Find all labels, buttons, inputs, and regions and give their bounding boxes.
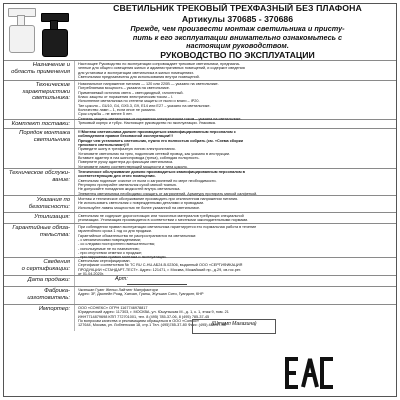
row-label [4, 196, 74, 212]
row-text-line: Потребляемая мощность – указана на светильнике. [78, 86, 170, 91]
row-text-line: - со следами постороннего вмешательства; [78, 242, 155, 247]
row-label-line: безопасности: [28, 203, 70, 210]
row-text-line: !!!Монтаж светильника должен производиться квалифицированным персоналом с [78, 130, 236, 134]
stamp-label: (Штамп Магазина) [211, 321, 257, 327]
row-text-line: Элементы светильника необходимо очищать от загрязнений. Арматуру протирать мягкой салфеткой. [78, 191, 258, 196]
row-label-line: светильника: [32, 95, 70, 102]
row-text-line: - с механическими повреждениями; [78, 238, 141, 243]
sale-date-line [127, 284, 187, 285]
row-text-line: Приведите шину в трехфазную линию электропитания. [78, 147, 176, 152]
row-label-line: Фабрика-изготовитель: [27, 288, 70, 301]
row-label [4, 129, 74, 168]
row-label-line: Назначение и [32, 62, 70, 68]
row-text-line: Светильник подлежит очистке от пыли и загрязнений по мере необходимости. [78, 178, 217, 183]
row-label-line: Сведения [43, 259, 70, 265]
row-text-line: Юридический адрес: 117303, г. МОСКВА, ул. Юшуньская М., д. 1, к. 1, этаж 9, пом. 21 [78, 310, 229, 315]
black-lamp-image [38, 13, 70, 59]
row-text-line: Настоящее Руководство по эксплуатации сопровождает трековые светильники, предназна- [78, 62, 240, 66]
row-text-line: Чжэншан Гуанг Женьи Лайтинг Мануфактори [78, 288, 158, 292]
article-numbers: Артикулы 370685 - 370686 [181, 14, 294, 24]
row-label [4, 287, 74, 304]
white-lamp-image [6, 8, 38, 58]
row-text-line: Номинальное напряжение питания — 120 или 220В — указано на светильнике. [78, 82, 219, 86]
row-text-line: трекового светильника»)!!! [78, 143, 130, 148]
info-row [4, 275, 396, 286]
row-label-line: светильника [33, 136, 70, 143]
row-text-line: По вопросам качества и рекламациям обращаться в ООО «Сонекс» [78, 319, 200, 324]
row-label [4, 169, 74, 195]
row-text-line: для установки и эксплуатации светильника в жилых помещениях. [78, 70, 195, 75]
row-label-line: Гарантийные обяза- [12, 225, 70, 231]
row-text-line: ООО «СОНЕКС» ОГРН 1167746978817 [78, 306, 148, 310]
row-value [74, 81, 396, 119]
info-row [4, 128, 396, 168]
row-label-line: Дата продажи: [27, 277, 70, 283]
row-label [4, 305, 74, 331]
row-label [4, 276, 74, 286]
row-text-line: Светильник сертифицирован. [78, 259, 131, 263]
row-label [4, 120, 74, 128]
row-text-line: Прежде чем установить светильник, нужно его полностью собрать (см. «Схема сборки [78, 138, 243, 143]
row-text-line: Используйте лампы мощностью не более указанной на светильнике. [78, 205, 201, 210]
row-text-line: Сертификат соответствия № ТС RU C-HU.АБ24.В.02306, выданный ООО «СЕРТИФИКАЦИЯ [78, 263, 243, 268]
row-text-line: Светильники предназначены для использования внутри помещений. [78, 75, 200, 80]
row-label-line: тельства: [39, 231, 70, 238]
row-value [74, 120, 396, 128]
row-value [74, 276, 396, 286]
row-label-line: о сертификации: [21, 265, 70, 272]
row-text-line: Адрес: 3F, Даонейн Роад, Ханзан, Гуанш, Жуншан Сити, Гуандонг, КНР [78, 292, 204, 297]
row-label-line: Порядок монтажа [19, 130, 70, 136]
content-rows [4, 60, 396, 331]
info-row [4, 257, 396, 275]
row-value [74, 169, 396, 195]
row-value [74, 61, 396, 80]
row-value [74, 129, 396, 168]
row-text-line: соблюдением правил безопасной эксплуатации!!! [78, 134, 173, 139]
row-text-line: ченные для общего освещения жилых и административных помещений, и содержит сведения [78, 66, 245, 71]
row-text-line: соответствующим для этого помещении. [78, 174, 156, 179]
row-text-line: Степень защиты светильника от поражения электрическим током – указана на светильнике. [78, 116, 242, 121]
sale-stamp-box [192, 319, 276, 334]
row-value [74, 287, 396, 304]
row-text-line: Срок службы – не менее 5 лет. [78, 112, 133, 117]
product-title: СВЕТИЛЬНИК ТРЕКОВЫЙ ТРЕХФАЗНЫЙ БЕЗ ПЛАФОНА [113, 3, 362, 13]
info-row [4, 60, 396, 80]
row-text-line: Техническое обслуживание должно производиться квалифицированным персоналом в [78, 170, 246, 174]
row-text-line: Регулярно протирайте светильник сухой мягкой тканью. [78, 183, 177, 188]
info-row [4, 286, 396, 304]
row-label [4, 224, 74, 257]
row-value [74, 224, 396, 260]
row-text-line: Класс защиты от поражения электрическим током – I. [78, 95, 174, 100]
row-label-line: область применения [11, 68, 70, 75]
row-text-line: 127644, Москва, ул. Лобненская 18, стр.1 Тел. (495)785-37-80 Факс: (495) 485-37-45 [78, 323, 226, 328]
info-row [4, 212, 396, 223]
row-label-line: характеристики [22, 88, 70, 95]
warning-line: Прежде, чем произвести монтаж светильника и присту- [130, 24, 345, 33]
info-row [4, 223, 396, 260]
row-text-line: Светильник не содержит дорогостоящих или токсичных материалов требующих специальной [78, 214, 244, 218]
row-text-line: Применяемый источник света – светодиодный, галогенный. [78, 90, 184, 95]
row-text-line: Вставьте адаптер в паз шинопровода (трека), соблюдая полярность. [78, 156, 200, 161]
row-text-line: При соблюдении правил эксплуатации светильника гарантируется его нормальная работа в течение [78, 225, 257, 229]
row-label-line: вание: [52, 176, 70, 183]
row-text-line: Установите лампу соответствующей мощности и типа цоколя. [78, 164, 188, 169]
info-row [4, 195, 396, 212]
row-value [74, 213, 396, 223]
row-label-line: Утилизация: [34, 214, 70, 220]
row-text-line: Поверните ручку адаптера до фиксации светильника. [78, 160, 174, 165]
row-text-line: - при нарушении правил монтажа и эксплуатации. [78, 255, 167, 260]
product-photos [6, 5, 71, 60]
row-value [74, 196, 396, 212]
row-text-line: ИНН7714879698 КПП 772701001, тел. 8 (495) 785-37-06, 8 (495) 785-37-45 [78, 314, 210, 319]
row-label [4, 61, 74, 80]
row-text-line: - при отсутствии отметки о продаже; [78, 251, 143, 256]
row-label-line: Технические [35, 82, 70, 88]
eac-mark-icon [284, 356, 336, 390]
row-text-line: ПРОДУКЦИИ «СТАНДАРТ-ТЕСТ». Адрес: 121471, г. Москва, Можайский пр., д.29, св.гос.рег. [78, 267, 241, 272]
warning-text [80, 25, 395, 51]
row-text-line: Трековый корпус и тубус. Настоящее руководство по эксплуатации. Упаковка. [78, 121, 216, 125]
row-text-line: Гарантийные обязательства не распространяются на светильники: [78, 233, 197, 238]
row-label [4, 213, 74, 223]
row-text-line: Не допускайте попадания жидкостей внутрь светильника. [78, 187, 181, 192]
info-row [4, 80, 396, 119]
row-text-line: Монтаж и техническое обслуживание производить при отключенном напряжении питания. [78, 197, 239, 201]
row-text-line: Количество ламп – 1, если иное не указано. [78, 108, 156, 113]
row-label-line: Техническое обслужи- [8, 170, 70, 176]
row-value [74, 258, 396, 275]
row-label [4, 81, 74, 119]
row-label-line: Указания по [36, 197, 70, 203]
row-text-line: Установите светильник на трек, подключив сетевой провод, как указано в инструкции. [78, 151, 231, 156]
sale-arrow-label: Арт: [115, 276, 128, 282]
row-label [4, 258, 74, 275]
row-text-line: от 01.04.2020г. [78, 272, 104, 277]
warning-line: настоящим руководством. [186, 41, 289, 51]
row-label-line: Импортер: [38, 306, 70, 312]
row-text-line: - используемые не по назначению; [78, 246, 140, 251]
row-text-line: утилизации. Утилизация производится в соответствии с местными законодательными нормами. [78, 218, 249, 223]
info-row [4, 168, 396, 195]
row-text-line: Не использовать светильник с поврежденными деталями и проводами. [78, 201, 205, 206]
row-text-line: Исполнение светильника по степени защиты от пыли и влаги – IP20. [78, 99, 200, 104]
row-text-line: гарантийного срока 1 год со дня продажи. [78, 229, 152, 234]
row-text-line: Тип цоколя – GU10, G4, GX5.3, G9, E14 или E27 – указано на светильнике. [78, 103, 211, 108]
manual-title: РУКОВОДСТВО ПО ЭКСПЛУАТАЦИИ [160, 50, 315, 60]
row-label-line: Комплект поставки: [11, 121, 70, 127]
warning-line: пить к его эксплуатации внимательно ознакомьтесь с [132, 32, 343, 42]
